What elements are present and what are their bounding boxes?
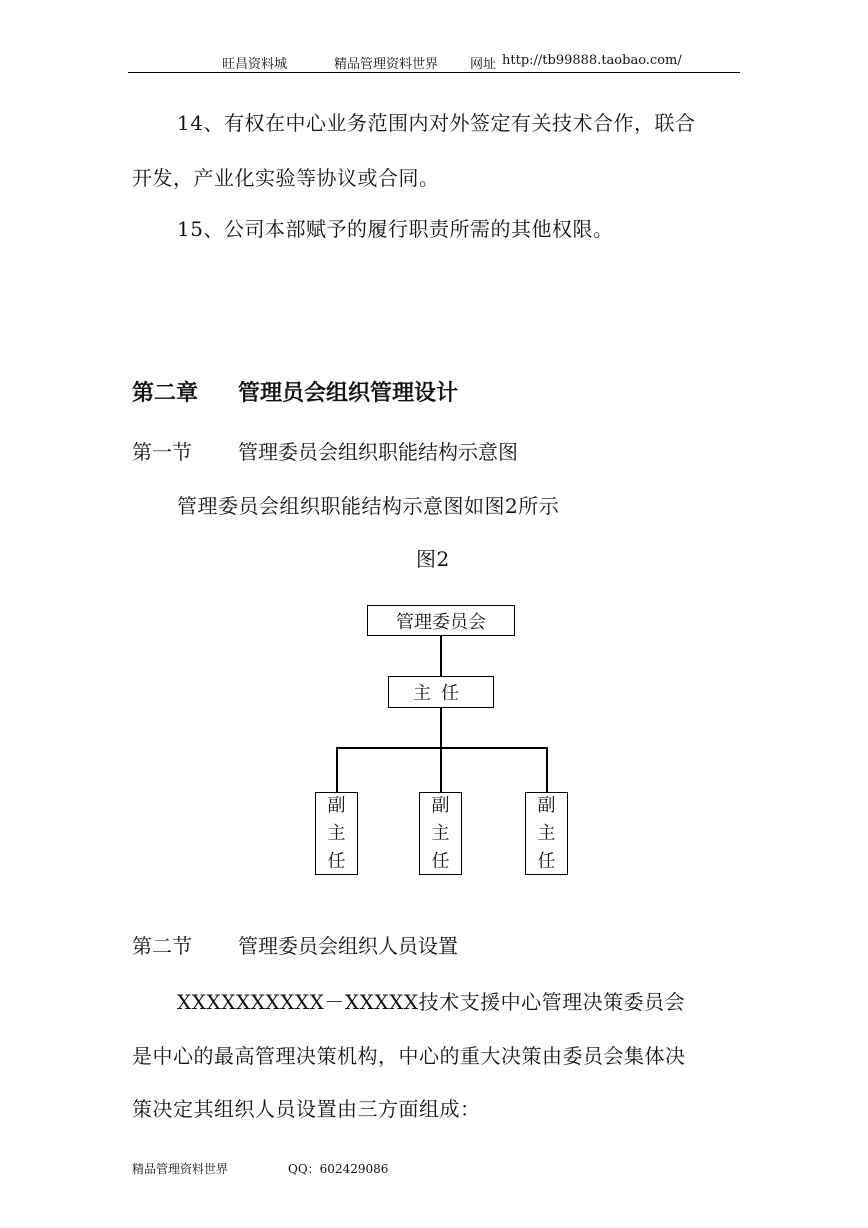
connector-committee-director — [440, 636, 442, 676]
deputy-3-char-2: 主 — [537, 822, 556, 844]
org-box-committee — [367, 605, 515, 636]
item-15: 15、公司本部赋予的履行职责所需的其他权限。 — [177, 217, 614, 241]
section-1-number: 第一节 — [132, 440, 192, 464]
header-rule — [128, 72, 740, 73]
connector-deputy-2 — [440, 747, 442, 792]
footer-slogan: 精品管理资料世界 — [132, 1162, 229, 1176]
org-box-director-label: 主任 — [413, 683, 469, 704]
header-slogan: 精品管理资料世界 — [334, 57, 439, 72]
deputy-3-char-1: 副 — [537, 794, 556, 816]
paragraph-line-1: XXXXXXXXXX－XXXXX技术支援中心管理决策委员会 — [177, 990, 686, 1014]
org-box-committee-label: 管理委员会 — [396, 611, 486, 633]
section-1-title: 管理委员会组织职能结构示意图 — [238, 440, 518, 464]
org-box-deputy-3 — [525, 792, 568, 875]
section-1-intro: 管理委员会组织职能结构示意图如图2所示 — [177, 494, 560, 518]
org-box-deputy-2 — [419, 792, 462, 875]
item-14-line-1: 14、有权在中心业务范围内对外签定有关技术合作，联合 — [177, 111, 696, 135]
section-2-title: 管理委员会组织人员设置 — [238, 934, 458, 958]
deputy-1-char-2: 主 — [327, 822, 346, 844]
footer-qq: QQ：602429086 — [288, 1162, 389, 1176]
chapter-title: 管理员会组织管理设计 — [238, 381, 459, 406]
deputy-2-char-3: 任 — [431, 850, 450, 872]
deputy-1-char-1: 副 — [327, 794, 346, 816]
paragraph-line-3: 策决定其组织人员设置由三方面组成： — [132, 1097, 481, 1121]
org-box-director — [388, 676, 494, 708]
connector-deputy-1 — [336, 747, 338, 792]
section-2-number: 第二节 — [132, 934, 192, 958]
deputy-1-char-3: 任 — [327, 850, 346, 872]
figure-caption: 图2 — [416, 547, 450, 571]
header-url-label: 网址 — [470, 57, 497, 72]
deputy-2-char-2: 主 — [431, 822, 450, 844]
connector-director-down — [440, 708, 442, 748]
connector-deputy-3 — [546, 747, 548, 792]
connector-horizontal — [336, 747, 547, 749]
deputy-3-char-3: 任 — [537, 850, 556, 872]
paragraph-line-2: 是中心的最高管理决策机构，中心的重大决策由委员会集体决 — [132, 1044, 686, 1068]
deputy-2-char-1: 副 — [431, 794, 450, 816]
item-14-line-2: 开发，产业化实验等协议或合同。 — [132, 166, 440, 190]
header-site-name: 旺昌资料城 — [222, 57, 288, 72]
header-url[interactable]: http://tb99888.taobao.com/ — [502, 53, 682, 68]
chapter-number: 第二章 — [132, 381, 199, 406]
org-box-deputy-1 — [315, 792, 358, 875]
